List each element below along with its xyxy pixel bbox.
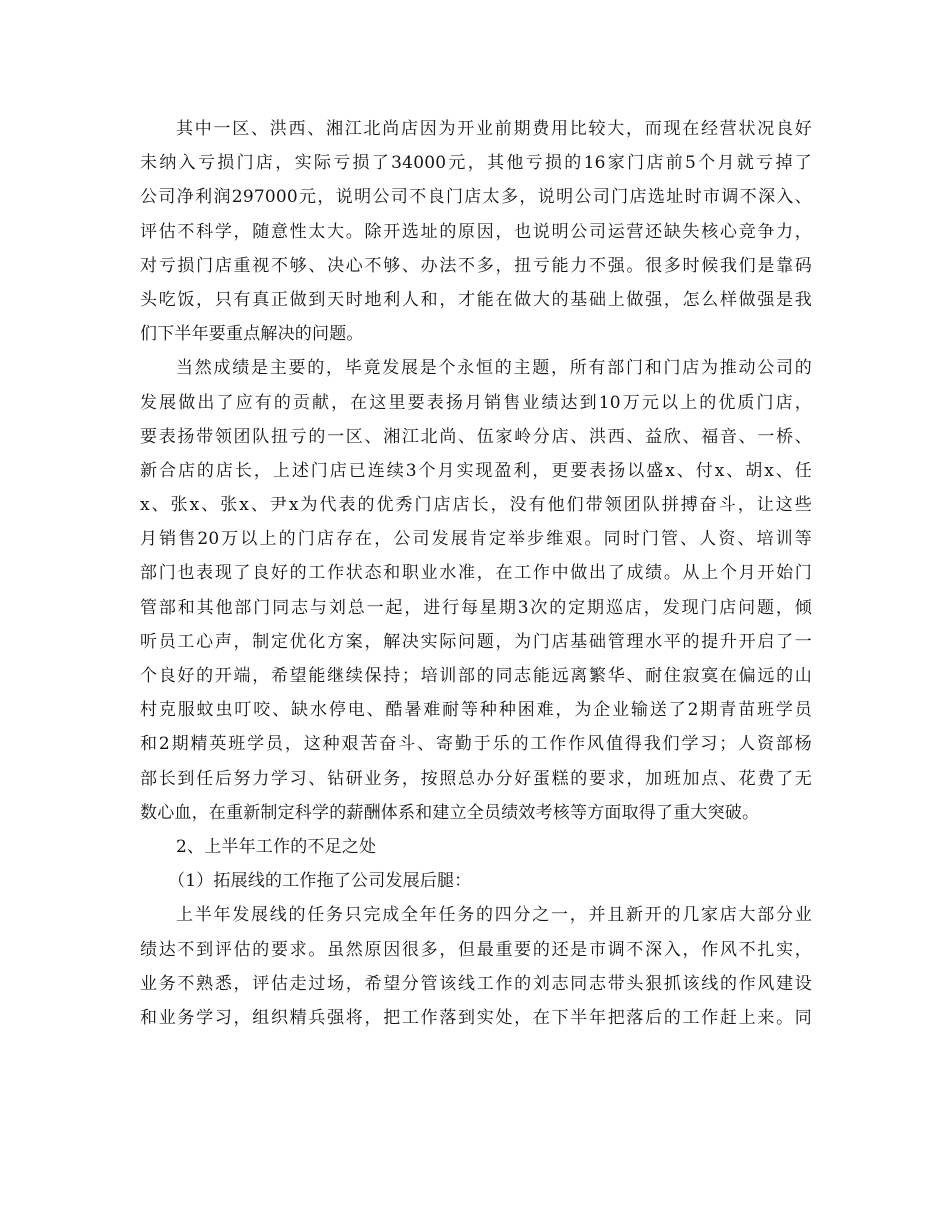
text-line: 部门也表现了良好的工作状态和职业水准，在工作中做出了成绩。从上个月开始门 xyxy=(140,563,812,584)
text-line: 部长到任后努力学习、钻研业务，按照总办分好蛋糕的要求，加班加点、花费了无 xyxy=(140,768,812,789)
text-line: 数心血，在重新制定科学的薪酬体系和建立全员绩效考核等方面取得了重大突破。 xyxy=(140,802,760,823)
paragraph-1 xyxy=(140,112,812,351)
text-line: 管部和其他部门同志与刘总一起，进行每星期3次的定期巡店，发现门店问题，倾 xyxy=(140,597,812,618)
text-line: 评估不科学，随意性太大。除开选址的原因，也说明公司运营还缺失核心竞争力， xyxy=(140,221,812,242)
text-line: 绩达不到评估的要求。虽然原因很多，但最重要的还是市调不深入，作风不扎实， xyxy=(140,939,812,960)
text-line: 们下半年要重点解决的问题。 xyxy=(140,324,364,345)
text-line: 头吃饭，只有真正做到天时地利人和，才能在做大的基础上做强，怎么样做强是我 xyxy=(140,289,812,310)
text-line: 和2期精英班学员，这种艰苦奋斗、寄勤于乐的工作作风值得我们学习；人资部杨 xyxy=(140,734,812,755)
text-line: 发展做出了应有的贡献，在这里要表扬月销售业绩达到10万元以上的优质门店， xyxy=(140,392,812,413)
text-line: 要表扬带领团队扭亏的一区、湘江北尚、伍家岭分店、洪西、益欣、福音、一桥、 xyxy=(140,426,812,447)
paragraph-2 xyxy=(140,351,812,830)
section-heading: 2、上半年工作的不足之处 xyxy=(176,836,377,857)
text-line: 未纳入亏损门店，实际亏损了34000元，其他亏损的16家门店前5个月就亏掉了 xyxy=(140,153,812,174)
text-line: 和业务学习，组织精兵强将，把工作落到实处，在下半年把落后的工作赶上来。同 xyxy=(140,1007,812,1028)
text-line: 月销售20万以上的门店存在，公司发展肯定举步维艰。同时门管、人资、培训等 xyxy=(140,529,812,550)
document-body xyxy=(140,112,812,1035)
text-line: 个良好的开端，希望能继续保持；培训部的同志能远离繁华、耐住寂寞在偏远的山 xyxy=(140,666,812,686)
text-line: 对亏损门店重视不够、决心不够、办法不多，扭亏能力不强。很多时候我们是靠码 xyxy=(140,255,812,276)
paragraph-3 xyxy=(140,898,812,1035)
text-line: 上半年发展线的任务只完成全年任务的四分之一，并且新开的几家店大部分业 xyxy=(176,905,812,926)
section-subheading: （1）拓展线的工作拖了公司发展后腿： xyxy=(168,871,472,892)
text-line: 新合店的店长，上述门店已连续3个月实现盈利，更要表扬以盛x、付x、胡x、任 xyxy=(140,460,812,481)
text-line: 公司净利润297000元，说明公司不良门店太多，说明公司门店选址时市调不深入、 xyxy=(140,187,812,208)
text-line: 听员工心声，制定优化方案，解决实际问题，为门店基础管理水平的提升开启了一 xyxy=(140,631,812,652)
text-line: x、张x、张x、尹x为代表的优秀门店店长，没有他们带领团队拼搏奋斗，让这些 xyxy=(140,495,812,516)
text-line: 当然成绩是主要的，毕竟发展是个永恒的主题，所有部门和门店为推动公司的 xyxy=(176,358,812,379)
text-line: 其中一区、洪西、湘江北尚店因为开业前期费用比较大，而现在经营状况良好 xyxy=(176,119,812,139)
text-line: 村克服蚊虫叮咬、缺水停电、酷暑难耐等种种困难，为企业输送了2期青苗班学员 xyxy=(140,700,812,721)
text-line: 业务不熟悉，评估走过场，希望分管该线工作的刘志同志带头狠抓该线的作风建设 xyxy=(140,973,812,994)
